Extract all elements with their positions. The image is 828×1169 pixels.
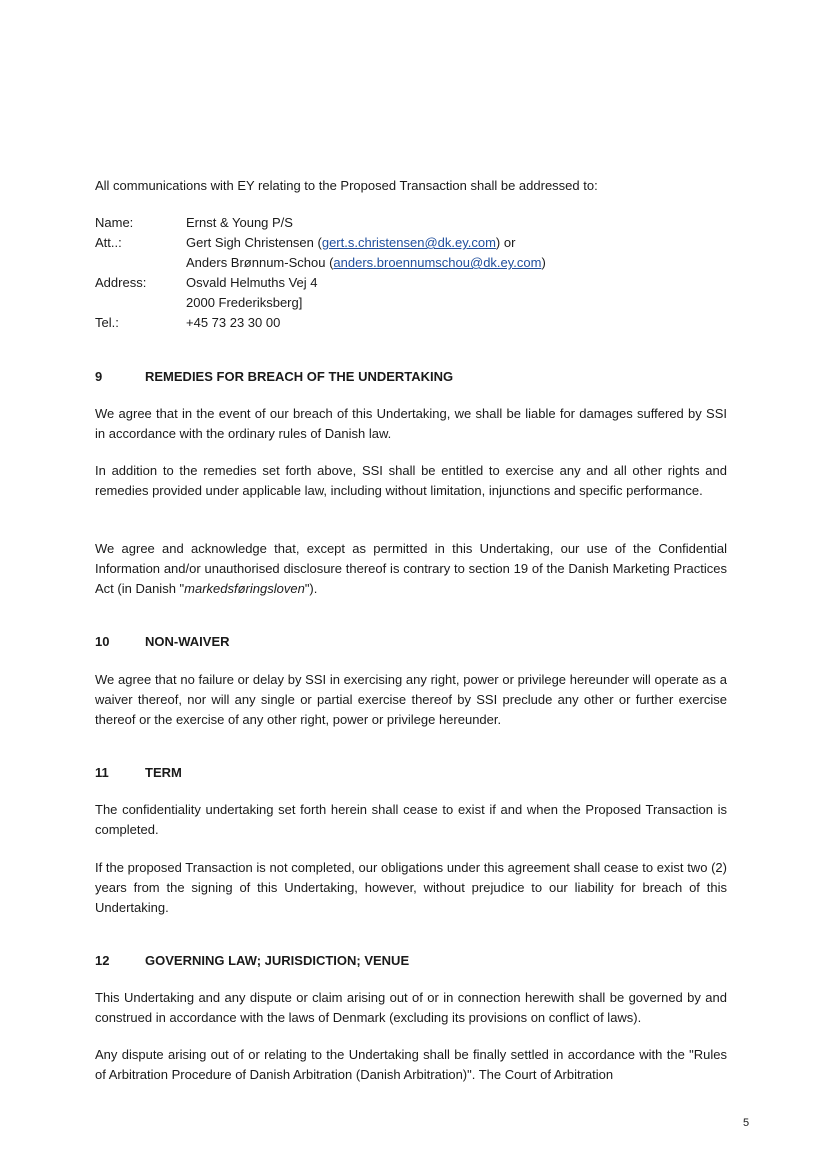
section-number: 12 bbox=[95, 953, 110, 968]
address-label: Address: bbox=[95, 275, 147, 290]
att-line-2: Anders Brønnum-Schou (anders.broennumschou@dk.ey.com) bbox=[186, 255, 546, 270]
section-number: 11 bbox=[95, 765, 109, 780]
tel-label: Tel.: bbox=[95, 315, 119, 330]
name-label: Name: bbox=[95, 215, 134, 230]
section-paragraph: If the proposed Transaction is not completed, our obligations under this agreement shall cease to exist two (2) years from the signing of this Undertaking, however, without prejudice to our liability for breach of this Undertaking. bbox=[95, 860, 727, 915]
name-value: Ernst & Young P/S bbox=[186, 215, 293, 230]
address-line-2: 2000 Frederiksberg] bbox=[186, 295, 303, 310]
tel-value: +45 73 23 30 00 bbox=[186, 315, 281, 330]
address-line-1: Osvald Helmuths Vej 4 bbox=[186, 275, 318, 290]
section-paragraph: We agree and acknowledge that, except as permitted in this Undertaking, our use of the Confidential Information and/or unauthorised disclosure thereof is contrary to section 19 of the Danish Marketing Practices Act (in Danish "markedsføringsloven"). bbox=[95, 541, 727, 596]
section-title: REMEDIES FOR BREACH OF THE UNDERTAKING bbox=[145, 369, 454, 384]
intro-paragraph: All communications with EY relating to the Proposed Transaction shall be addressed to: bbox=[95, 178, 598, 193]
page-number: 5 bbox=[743, 1117, 750, 1129]
section-paragraph: We agree that in the event of our breach of this Undertaking, we shall be liable for damages suffered by SSI in accordance with the ordinary rules of Danish law. bbox=[95, 406, 727, 441]
section-title: TERM bbox=[145, 765, 182, 780]
att-label: Att..: bbox=[95, 235, 122, 250]
email-link-broennumschou[interactable]: anders.broennumschou@dk.ey.com bbox=[333, 255, 542, 270]
section-title: NON-WAIVER bbox=[145, 634, 230, 649]
section-paragraph: This Undertaking and any dispute or claim arising out of or in connection herewith shall be governed by and construed in accordance with the laws of Denmark (excluding its provisions on conflict of laws). bbox=[95, 990, 727, 1025]
section-paragraph: We agree that no failure or delay by SSI in exercising any right, power or privilege hereunder will operate as a waiver thereof, nor will any single or partial exercise thereof by SSI preclude any other or further exercise thereof or the exercise of any other right, power or privilege hereunder. bbox=[95, 672, 727, 727]
section-paragraph: Any dispute arising out of or relating to the Undertaking shall be finally settled in accordance with the "Rules of Arbitration Procedure of Danish Arbitration (Danish Arbitration)". The Court of Arbitration bbox=[95, 1047, 727, 1082]
att-line-1: Gert Sigh Christensen (gert.s.christensen@dk.ey.com) or bbox=[186, 235, 516, 250]
section-paragraph: The confidentiality undertaking set forth herein shall cease to exist if and when the Proposed Transaction is completed. bbox=[95, 802, 727, 837]
section-number: 9 bbox=[95, 369, 103, 384]
email-link-christensen[interactable]: gert.s.christensen@dk.ey.com bbox=[321, 235, 496, 250]
section-number: 10 bbox=[95, 634, 110, 649]
section-title: GOVERNING LAW; JURISDICTION; VENUE bbox=[145, 953, 410, 968]
section-paragraph: In addition to the remedies set forth above, SSI shall be entitled to exercise any and all other rights and remedies provided under applicable law, including without limitation, injunctions and specific performance. bbox=[95, 463, 727, 498]
